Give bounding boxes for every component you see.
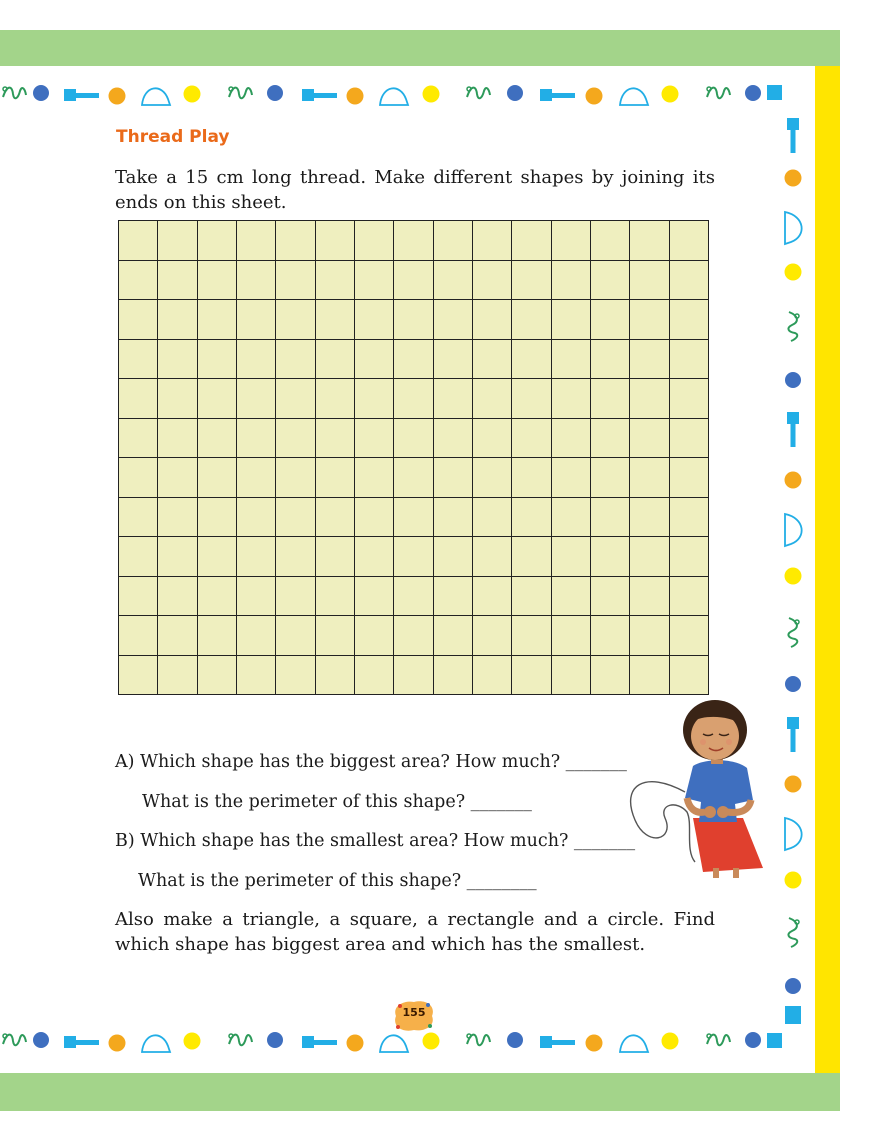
grid-cell bbox=[630, 537, 669, 577]
grid-cell bbox=[316, 537, 355, 577]
grid-cell bbox=[316, 656, 355, 696]
grid-cell bbox=[512, 577, 551, 617]
grid-cell bbox=[473, 577, 512, 617]
grid-cell bbox=[158, 300, 197, 340]
grid-cell bbox=[119, 261, 158, 301]
grid-cell bbox=[394, 261, 433, 301]
grid-cell bbox=[198, 379, 237, 419]
grid-cell bbox=[591, 419, 630, 459]
grid-cell bbox=[473, 221, 512, 261]
grid-cell bbox=[473, 261, 512, 301]
question-a: A) Which shape has the biggest area? How much? _______ bbox=[115, 752, 627, 772]
grid-cell bbox=[630, 498, 669, 538]
grid-cell bbox=[670, 537, 709, 577]
grid-cell bbox=[512, 340, 551, 380]
grid-cell bbox=[630, 340, 669, 380]
question-a-perimeter: What is the perimeter of this shape? _______ bbox=[142, 792, 532, 812]
grid-cell bbox=[119, 616, 158, 656]
grid-cell bbox=[473, 458, 512, 498]
grid-cell bbox=[316, 261, 355, 301]
grid-cell bbox=[630, 261, 669, 301]
grid-cell bbox=[198, 537, 237, 577]
grid-cell bbox=[434, 261, 473, 301]
grid-cell bbox=[394, 656, 433, 696]
grid-cell bbox=[158, 498, 197, 538]
grid-cell bbox=[434, 379, 473, 419]
grid-cell bbox=[355, 616, 394, 656]
grid-cell bbox=[434, 537, 473, 577]
grid-cell bbox=[394, 300, 433, 340]
grid-cell bbox=[630, 419, 669, 459]
grid-cell bbox=[119, 498, 158, 538]
grid-cell bbox=[394, 577, 433, 617]
grid-cell bbox=[355, 458, 394, 498]
grid-cell bbox=[670, 656, 709, 696]
grid-cell bbox=[473, 379, 512, 419]
grid-cell bbox=[237, 221, 276, 261]
grid-cell bbox=[119, 221, 158, 261]
grid-cell bbox=[355, 498, 394, 538]
grid-cell bbox=[394, 221, 433, 261]
grid-cell bbox=[670, 300, 709, 340]
grid-cell bbox=[276, 458, 315, 498]
grid-cell bbox=[473, 300, 512, 340]
grid-cell bbox=[512, 656, 551, 696]
grid-cell bbox=[394, 537, 433, 577]
grid-cell bbox=[237, 577, 276, 617]
grid-cell bbox=[434, 221, 473, 261]
grid-cell bbox=[434, 458, 473, 498]
grid-cell bbox=[552, 221, 591, 261]
grid-cell bbox=[552, 656, 591, 696]
grid-cell bbox=[276, 419, 315, 459]
grid-cell bbox=[591, 498, 630, 538]
grid-cell bbox=[119, 300, 158, 340]
grid-cell bbox=[670, 616, 709, 656]
grid-cell bbox=[119, 379, 158, 419]
grid-cell bbox=[119, 458, 158, 498]
grid-cell bbox=[355, 300, 394, 340]
grid-cell bbox=[670, 419, 709, 459]
grid-cell bbox=[591, 616, 630, 656]
grid-cell bbox=[512, 419, 551, 459]
grid-cell bbox=[434, 656, 473, 696]
grid-cell bbox=[591, 261, 630, 301]
grid-cell bbox=[591, 458, 630, 498]
grid-cell bbox=[434, 300, 473, 340]
grid-cell bbox=[591, 656, 630, 696]
grid-cell bbox=[552, 498, 591, 538]
grid-cell bbox=[237, 419, 276, 459]
grid-cell bbox=[630, 379, 669, 419]
grid-cell bbox=[276, 340, 315, 380]
grid-cell bbox=[158, 458, 197, 498]
grid-cell bbox=[552, 616, 591, 656]
grid-cell bbox=[198, 616, 237, 656]
grid-cell bbox=[316, 616, 355, 656]
grid-cell bbox=[276, 379, 315, 419]
grid-cell bbox=[198, 498, 237, 538]
grid-cell bbox=[316, 379, 355, 419]
grid-cell bbox=[158, 537, 197, 577]
question-b: B) Which shape has the smallest area? How much? _______ bbox=[115, 831, 636, 851]
grid-cell bbox=[316, 577, 355, 617]
grid-cell bbox=[158, 656, 197, 696]
grid-cell bbox=[473, 616, 512, 656]
grid-cell bbox=[198, 656, 237, 696]
grid-cell bbox=[158, 419, 197, 459]
grid-cell bbox=[237, 498, 276, 538]
grid-cell bbox=[316, 300, 355, 340]
grid-cell bbox=[512, 379, 551, 419]
grid-cell bbox=[552, 340, 591, 380]
grid-cell bbox=[512, 616, 551, 656]
grid-cell bbox=[355, 577, 394, 617]
grid-cell bbox=[237, 300, 276, 340]
grid-cell bbox=[434, 340, 473, 380]
grid-cell bbox=[198, 458, 237, 498]
grid-cell bbox=[670, 458, 709, 498]
grid-cell bbox=[198, 261, 237, 301]
grid-cell bbox=[276, 656, 315, 696]
grid-cell bbox=[552, 261, 591, 301]
grid-cell bbox=[237, 379, 276, 419]
grid-cell bbox=[630, 458, 669, 498]
grid-cell bbox=[158, 261, 197, 301]
grid-cell bbox=[473, 340, 512, 380]
closing-text: Also make a triangle, a square, a rectangle and a circle. Find which shape has biggest area and which has the smallest. bbox=[115, 909, 715, 955]
grid-cell bbox=[630, 221, 669, 261]
grid-cell bbox=[394, 458, 433, 498]
grid-cell bbox=[237, 537, 276, 577]
grid-cell bbox=[355, 656, 394, 696]
grid-cell bbox=[434, 498, 473, 538]
grid-cell bbox=[394, 616, 433, 656]
girl-with-thread-illustration bbox=[615, 700, 775, 880]
grid-cell bbox=[355, 261, 394, 301]
grid-cell bbox=[630, 300, 669, 340]
section-title: Thread Play bbox=[116, 127, 230, 147]
grid-cell bbox=[591, 537, 630, 577]
grid-cell bbox=[119, 577, 158, 617]
grid-cell bbox=[355, 419, 394, 459]
grid-cell bbox=[591, 300, 630, 340]
grid-cell bbox=[512, 221, 551, 261]
grid-cell bbox=[512, 498, 551, 538]
grid-cell bbox=[276, 577, 315, 617]
grid-cell bbox=[552, 419, 591, 459]
grid-cell bbox=[276, 221, 315, 261]
grid-cell bbox=[119, 419, 158, 459]
grid-cell bbox=[158, 221, 197, 261]
grid-cell bbox=[394, 379, 433, 419]
square-grid-sheet bbox=[118, 220, 709, 695]
grid-cell bbox=[552, 300, 591, 340]
grid-cell bbox=[434, 419, 473, 459]
grid-cell bbox=[591, 577, 630, 617]
grid-cell bbox=[158, 340, 197, 380]
grid-cell bbox=[276, 537, 315, 577]
grid-cell bbox=[512, 458, 551, 498]
grid-cell bbox=[670, 221, 709, 261]
grid-cell bbox=[158, 577, 197, 617]
grid-cell bbox=[198, 419, 237, 459]
grid-cell bbox=[591, 221, 630, 261]
grid-cell bbox=[552, 458, 591, 498]
grid-cell bbox=[473, 498, 512, 538]
grid-cell bbox=[276, 300, 315, 340]
grid-cell bbox=[473, 419, 512, 459]
grid-cell bbox=[670, 577, 709, 617]
grid-cell bbox=[237, 458, 276, 498]
grid-cell bbox=[276, 261, 315, 301]
grid-cell bbox=[512, 537, 551, 577]
grid-cell bbox=[355, 340, 394, 380]
grid-cell bbox=[394, 340, 433, 380]
grid-cell bbox=[198, 340, 237, 380]
grid-cell bbox=[355, 379, 394, 419]
grid-cell bbox=[552, 379, 591, 419]
grid-cell bbox=[434, 577, 473, 617]
grid-cell bbox=[552, 577, 591, 617]
grid-cell bbox=[158, 616, 197, 656]
grid-cell bbox=[394, 419, 433, 459]
grid-cell bbox=[237, 261, 276, 301]
grid-cell bbox=[198, 300, 237, 340]
grid-cell bbox=[552, 537, 591, 577]
page-number: 155 bbox=[402, 1006, 426, 1019]
grid-cell bbox=[630, 656, 669, 696]
grid-cell bbox=[434, 616, 473, 656]
grid-cell bbox=[237, 616, 276, 656]
grid-cell bbox=[630, 577, 669, 617]
grid-cell bbox=[355, 537, 394, 577]
grid-cell bbox=[670, 498, 709, 538]
grid-cell bbox=[316, 458, 355, 498]
grid-cell bbox=[670, 261, 709, 301]
grid-cell bbox=[473, 537, 512, 577]
grid-cell bbox=[276, 616, 315, 656]
question-b-perimeter: What is the perimeter of this shape? ________ bbox=[138, 871, 537, 891]
grid-cell bbox=[670, 340, 709, 380]
grid-cell bbox=[316, 419, 355, 459]
grid-cell bbox=[670, 379, 709, 419]
grid-cell bbox=[316, 340, 355, 380]
grid-cell bbox=[316, 221, 355, 261]
grid-cell bbox=[198, 221, 237, 261]
grid-cell bbox=[394, 498, 433, 538]
grid-cell bbox=[158, 379, 197, 419]
grid-cell bbox=[119, 537, 158, 577]
grid-cell bbox=[355, 221, 394, 261]
grid-cell bbox=[316, 498, 355, 538]
grid-cell bbox=[276, 498, 315, 538]
grid-cell bbox=[119, 340, 158, 380]
grid-cell bbox=[473, 656, 512, 696]
grid-cell bbox=[237, 656, 276, 696]
intro-text: Take a 15 cm long thread. Make different shapes by joining its ends on this sheet. bbox=[115, 167, 715, 213]
grid-cell bbox=[591, 379, 630, 419]
grid-cell bbox=[630, 616, 669, 656]
grid-cell bbox=[591, 340, 630, 380]
grid-cell bbox=[198, 577, 237, 617]
grid-cell bbox=[237, 340, 276, 380]
grid-cell bbox=[119, 656, 158, 696]
grid-cell bbox=[512, 261, 551, 301]
grid-cell bbox=[512, 300, 551, 340]
